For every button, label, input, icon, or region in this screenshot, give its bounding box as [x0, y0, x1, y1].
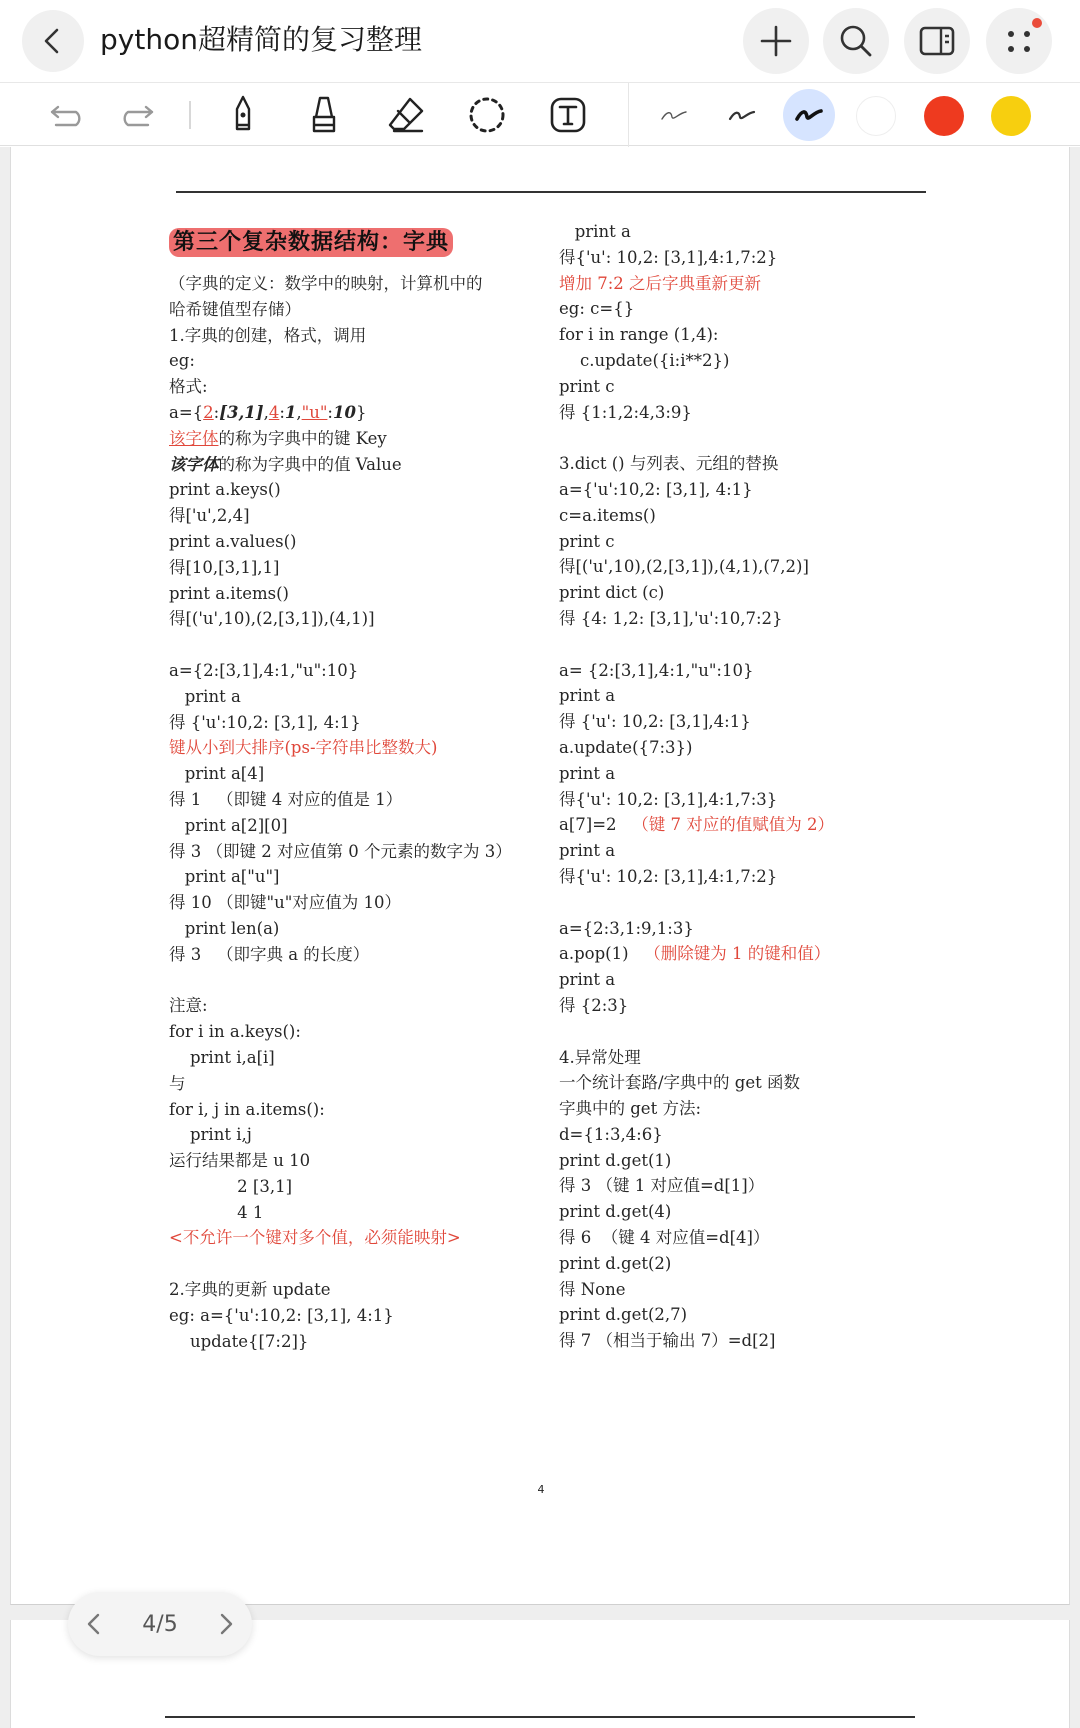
text-line: a.update({7:3}) [559, 737, 693, 757]
undo-button[interactable] [40, 87, 96, 143]
color-yellow[interactable] [991, 96, 1031, 136]
note-line: 键从小到大排序(ps-字符串比整数大) [169, 738, 438, 758]
code-run: } [355, 402, 367, 422]
text-line: print dict (c) [559, 583, 665, 603]
key-run: 4 [268, 402, 280, 422]
lasso-icon [467, 95, 507, 135]
toolbar-divider [628, 83, 629, 147]
text-line: 1.字典的创建，格式，调用 [169, 325, 367, 345]
text-line: c.update({i:i**2}) [559, 350, 730, 370]
text-line: 得 {'u':10,2: [3,1], 4:1} [169, 712, 361, 732]
text-line: a={2:[3,1],4:1,"u":10} [169, 660, 359, 680]
text-line: （字典的定义：数学中的映射，计算机中的 [169, 274, 483, 293]
panel-icon [919, 26, 955, 56]
blank-line [559, 425, 929, 451]
text-line: print d.get(2,7) [559, 1305, 688, 1325]
text-line: 3.dict () 与列表、元组的替换 [559, 454, 779, 474]
blank-line [169, 1251, 549, 1277]
document-title: python超精简的复习整理 [100, 23, 422, 56]
text-line: print a.values() [169, 531, 297, 551]
back-button[interactable] [22, 10, 84, 72]
pen-tool[interactable] [215, 87, 271, 143]
text-line: print i,a[i] [169, 1047, 275, 1067]
text-line: print a [559, 970, 616, 990]
text-line: 得{'u': 10,2: [3,1],4:1,7:2} [559, 866, 778, 886]
text-line: 得 1 （即键 4 对应的值是 1） [169, 789, 403, 809]
text-line: print a [169, 686, 241, 706]
text-line: print d.get(4) [559, 1202, 672, 1222]
text-line: print a.items() [169, 583, 289, 603]
redo-button[interactable] [108, 87, 164, 143]
text-line: 字典中的 get 方法: [559, 1099, 702, 1119]
text-line: print a["u"] [169, 867, 280, 887]
page-number: 4 [537, 1483, 545, 1496]
color-white[interactable] [856, 96, 896, 136]
text-line: print a [559, 763, 616, 783]
code-with-note [559, 941, 929, 967]
key-style-sample: 该字体 [169, 428, 219, 448]
text-line: update{[7:2]} [169, 1331, 309, 1351]
text-line: a= {2:[3,1],4:1,"u":10} [559, 660, 754, 680]
blank-line [559, 890, 929, 916]
text-line: 得{'u': 10,2: [3,1],4:1,7:3} [559, 789, 778, 809]
dict-format-example [169, 400, 549, 426]
text-line: 2 [3,1] [169, 1176, 293, 1196]
text-line: print d.get(2) [559, 1253, 672, 1273]
code-with-note [559, 812, 929, 838]
more-button[interactable] [986, 8, 1052, 74]
undo-icon [48, 102, 88, 128]
value-run: 1 [284, 402, 297, 422]
blank-line [559, 1019, 929, 1045]
thin-stroke-button[interactable] [646, 87, 702, 143]
text-line: print a.keys() [169, 480, 281, 500]
text-tool-icon [548, 95, 588, 135]
text-line: c=a.items() [559, 505, 656, 525]
code-run: a[7]=2 [559, 815, 633, 835]
text-line: eg: c={} [559, 299, 635, 319]
text-line: 4 1 [169, 1202, 264, 1222]
text-line: print c [559, 531, 615, 551]
text-line: 运行结果都是 u 10 [169, 1151, 311, 1171]
notification-badge [1032, 18, 1042, 28]
next-page-header-rule [165, 1716, 915, 1718]
value-run: [3,1] [219, 402, 264, 422]
text-line: eg: [169, 351, 195, 371]
text-line: print a[4] [169, 764, 265, 784]
code-run: : [327, 402, 333, 422]
key-run: 2 [203, 402, 214, 422]
add-button[interactable] [743, 8, 809, 74]
next-page-icon[interactable] [216, 1612, 236, 1636]
note-run: （删除键为 1 的键和值） [644, 944, 831, 964]
code-run: a.pop(1) [559, 944, 645, 964]
highlighter-tool[interactable] [296, 87, 352, 143]
app-header [0, 0, 1080, 82]
text-line: 得 {4: 1,2: [3,1],'u':10,7:2} [559, 608, 783, 628]
text-line: 4.异常处理 [559, 1047, 641, 1067]
thick-stroke-icon [794, 106, 824, 124]
text-line: 注意: [169, 996, 208, 1016]
lasso-tool[interactable] [459, 87, 515, 143]
drawing-toolbar [0, 82, 1080, 146]
more-dots-icon [1002, 24, 1036, 58]
thin-stroke-icon [659, 107, 689, 123]
value-run: 10 [332, 402, 356, 422]
text-line: 2.字典的更新 update [169, 1280, 331, 1300]
text-line: print len(a) [169, 918, 280, 938]
text-line: print a [559, 841, 616, 861]
text-line: 得 10 （即键"u"对应值为 10） [169, 893, 402, 913]
page-header-rule [176, 191, 926, 193]
highlighter-icon [309, 95, 339, 135]
note-line: <不允许一个键对多个值，必须能映射> [169, 1228, 461, 1248]
text-line: print a[2][0] [169, 815, 288, 835]
legend-text: 的称为字典中的值 Value [218, 454, 402, 474]
text-line: 得{'u': 10,2: [3,1],4:1,7:2} [559, 247, 778, 267]
blank-line [559, 632, 929, 658]
medium-stroke-button[interactable] [714, 87, 770, 143]
text-line: print c [559, 376, 615, 396]
text-line: print a [559, 222, 631, 241]
left-column [169, 219, 549, 1354]
search-button[interactable] [823, 8, 889, 74]
eraser-icon [386, 95, 426, 135]
section-heading-text: 第三个复杂数据结构：字典 [169, 228, 453, 257]
text-line: 哈希键值型存储） [169, 299, 301, 319]
text-line: d={1:3,4:6} [559, 1124, 663, 1144]
note-line: 增加 7:2 之后字典重新更新 [559, 273, 762, 293]
page-indicator: 4/5 [142, 1611, 178, 1637]
text-line: 得 3 （即字典 a 的长度） [169, 944, 370, 964]
text-line: 得 {1:1,2:4,3:9} [559, 402, 692, 422]
thick-stroke-button[interactable] [781, 87, 837, 143]
text-line: a={'u':10,2: [3,1], 4:1} [559, 479, 753, 499]
color-red[interactable] [924, 96, 964, 136]
blank-line [169, 968, 549, 994]
prev-page-icon[interactable] [84, 1612, 104, 1636]
text-line: 得[('u',10),(2,[3,1]),(4,1),(7,2)] [559, 557, 809, 577]
text-line: 得 {'u': 10,2: [3,1],4:1} [559, 712, 751, 732]
text-line: print i,j [169, 1125, 252, 1145]
eraser-tool[interactable] [378, 87, 434, 143]
text-tool[interactable] [540, 87, 596, 143]
panel-toggle-button[interactable] [904, 8, 970, 74]
code-run: : [213, 402, 220, 422]
redo-icon [116, 102, 156, 128]
right-column [559, 219, 929, 1354]
text-line: 得['u',2,4] [169, 506, 250, 526]
key-run: "u" [301, 402, 328, 422]
code-run: a={ [169, 402, 204, 422]
value-style-sample: 该字体 [169, 454, 219, 474]
blank-line [169, 632, 549, 658]
text-line: 得 6 （键 4 对应值=d[4]） [559, 1228, 770, 1248]
text-line: 格式: [169, 377, 208, 397]
code-run: , [263, 402, 269, 422]
text-line: 得 3 （即键 2 对应值第 0 个元素的数字为 3） [169, 841, 512, 861]
text-line: a={2:3,1:9,1:3} [559, 918, 694, 938]
text-line: for i in range (1,4): [559, 325, 719, 345]
text-line: 得 {2:3} [559, 995, 629, 1015]
section-heading [169, 223, 549, 263]
back-chevron-icon [39, 27, 67, 55]
value-legend [169, 452, 549, 478]
document-viewer[interactable] [0, 147, 1080, 1728]
page-4 [10, 147, 1070, 1605]
medium-stroke-icon [727, 107, 757, 123]
text-line: for i, j in a.items(): [169, 1099, 325, 1119]
text-line: 一个统计套路/字典中的 get 函数 [559, 1073, 801, 1093]
key-legend [169, 426, 549, 452]
legend-text: 的称为字典中的键 Key [218, 428, 387, 448]
search-icon [839, 24, 873, 58]
text-line: 得[10,[3,1],1] [169, 557, 280, 577]
text-line: print d.get(1) [559, 1150, 672, 1170]
text-line: 得 7 （相当于输出 7）=d[2] [559, 1331, 776, 1351]
text-line: 得 3 （键 1 对应值=d[1]） [559, 1176, 765, 1196]
code-run: : [279, 402, 285, 422]
text-line: for i in a.keys(): [169, 1022, 301, 1042]
code-run: , [296, 402, 302, 422]
text-line: 得[('u',10),(2,[3,1]),(4,1)] [169, 609, 375, 629]
note-run: （键 7 对应的值赋值为 2） [632, 815, 835, 835]
plus-icon [759, 24, 793, 58]
text-line: 与 [169, 1073, 186, 1093]
pen-icon [230, 95, 256, 135]
text-line: eg: a={'u':10,2: [3,1], 4:1} [169, 1305, 394, 1325]
text-line: 得 None [559, 1279, 626, 1299]
page-navigator [68, 1592, 252, 1656]
toolbar-divider [189, 101, 191, 129]
text-line: print a [559, 686, 616, 706]
